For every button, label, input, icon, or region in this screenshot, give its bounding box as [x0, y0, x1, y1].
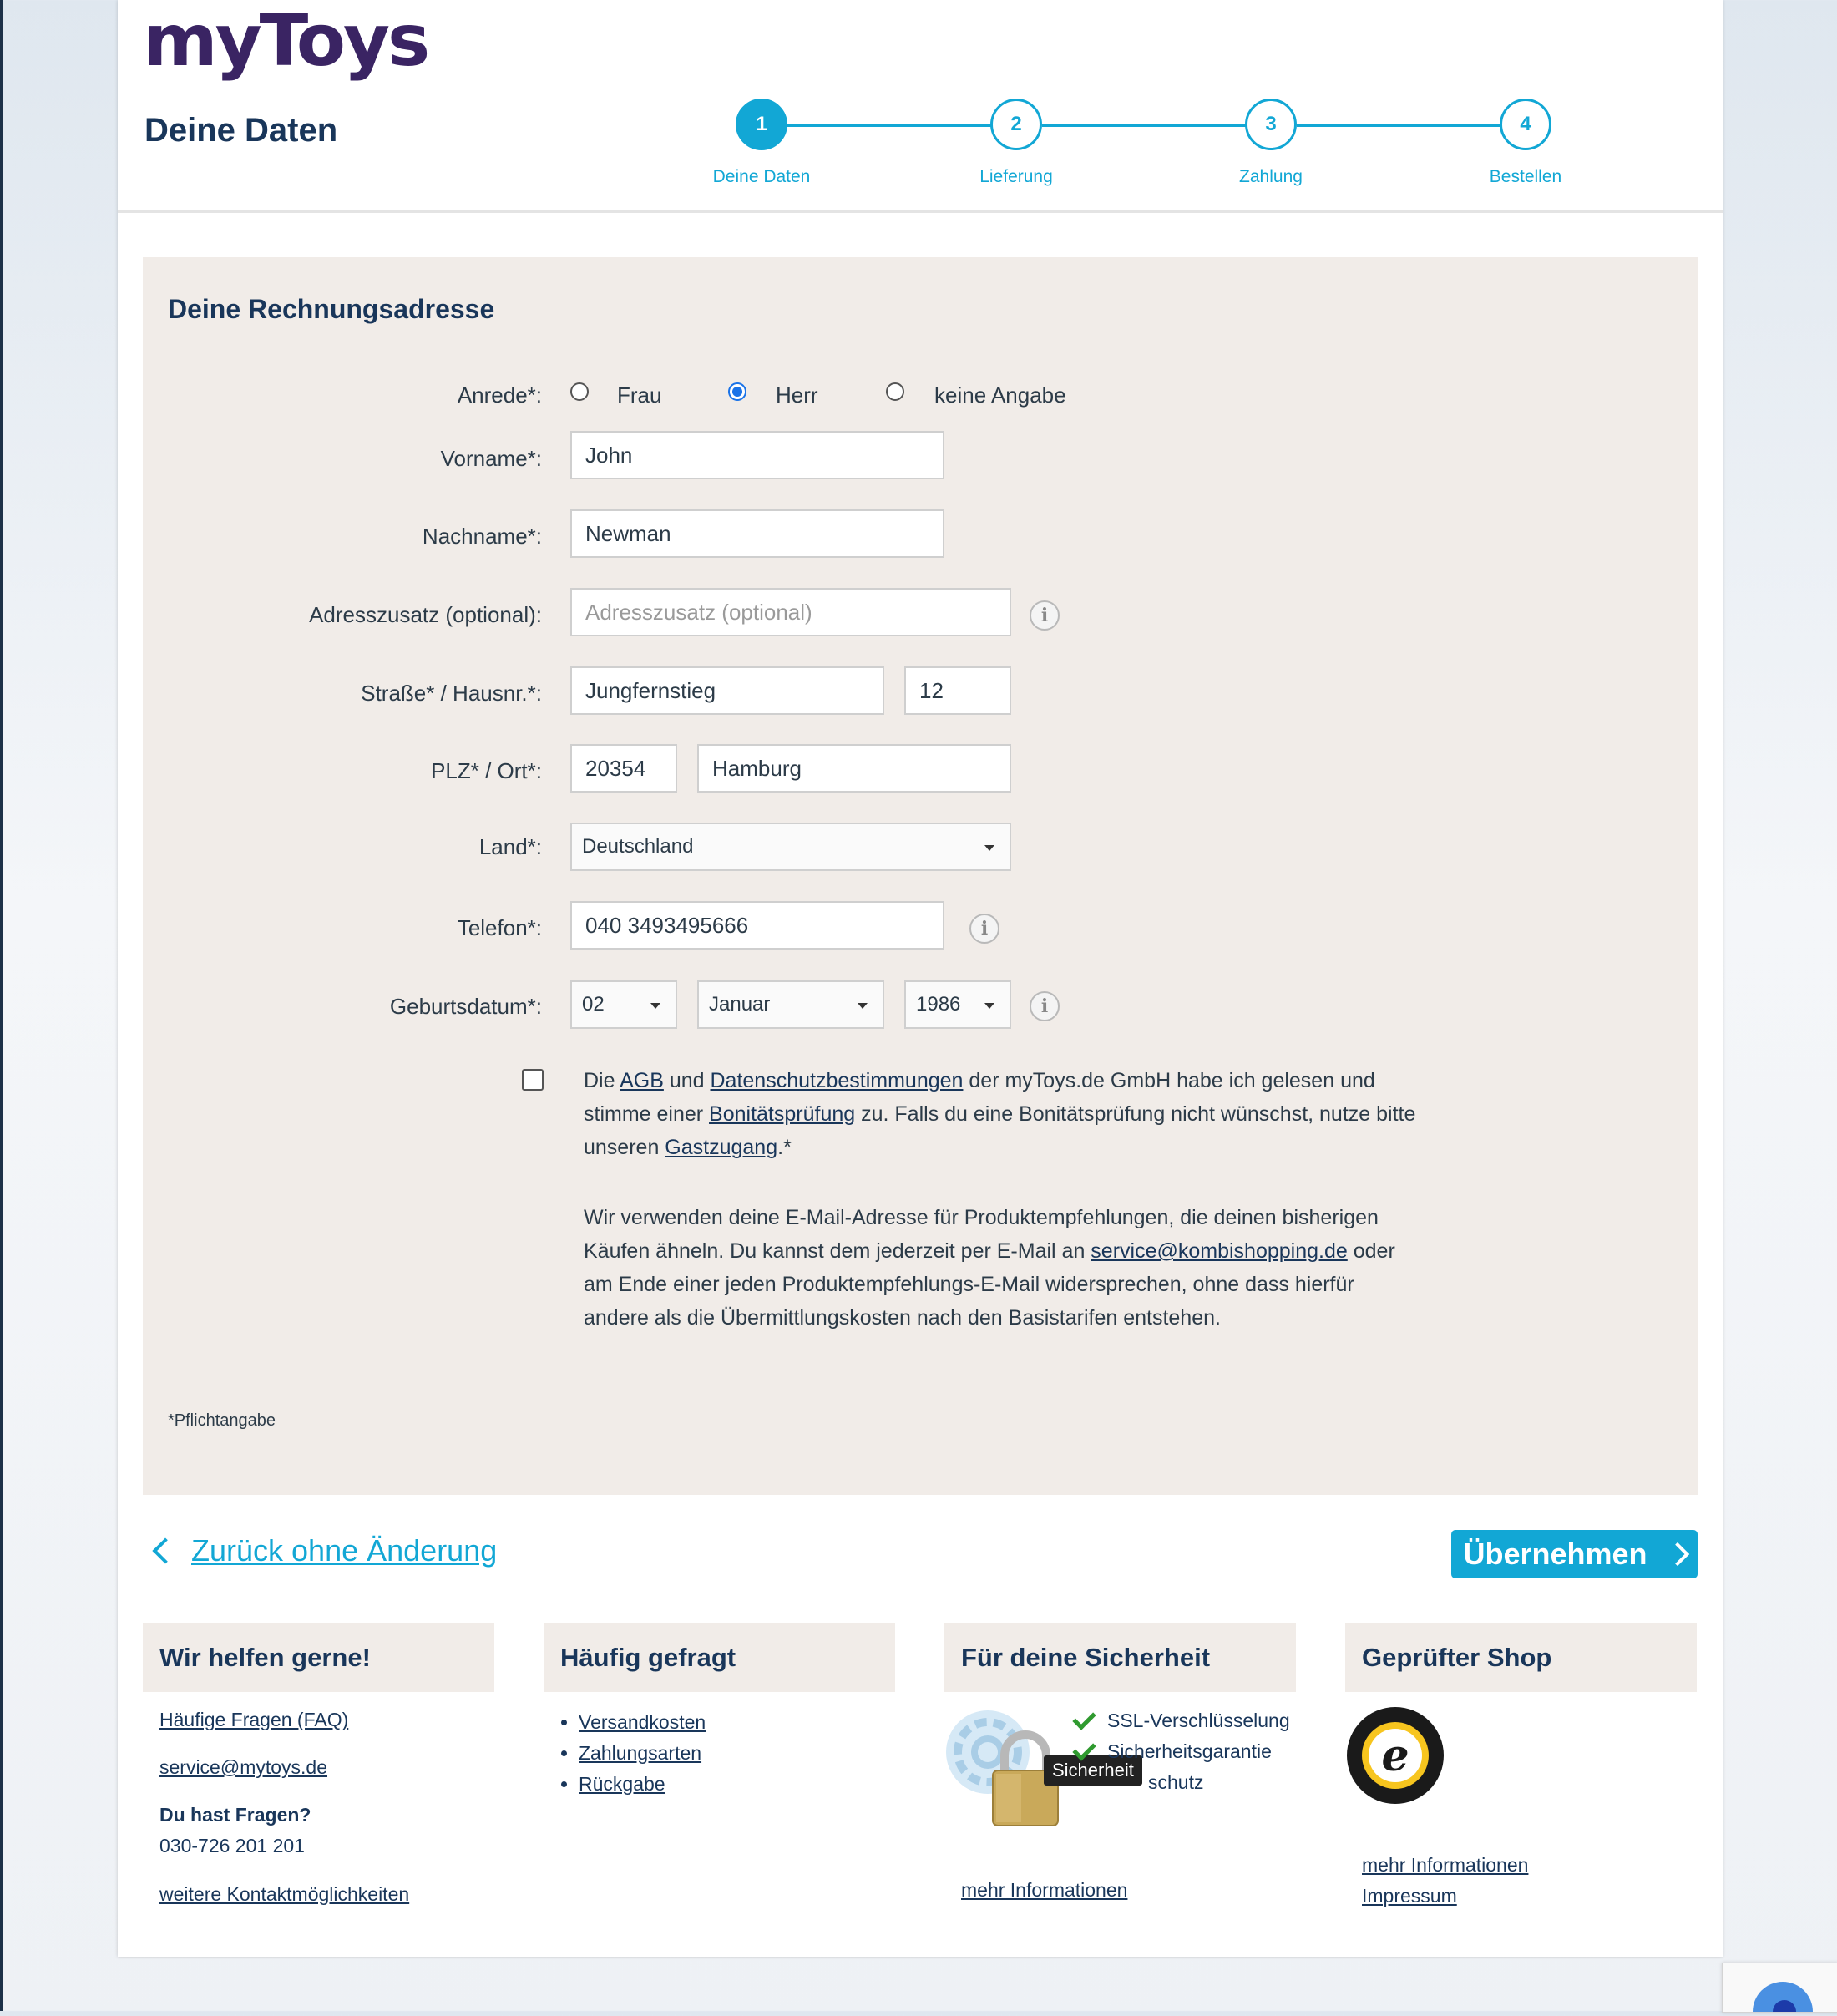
checkout-page	[118, 0, 1723, 1957]
strasse-label: Straße* / Hausnr.*:	[361, 681, 542, 706]
vorname-input[interactable]	[570, 431, 944, 479]
rueckgabe-link[interactable]: Rückgabe	[579, 1773, 665, 1795]
strasse-input[interactable]	[570, 666, 884, 715]
footer-help-title: Wir helfen gerne!	[143, 1623, 494, 1692]
consent-text	[584, 1064, 1419, 1164]
telefon-info-icon[interactable]: i	[969, 914, 999, 944]
radio-herr[interactable]	[728, 382, 746, 401]
submit-button[interactable]	[1451, 1530, 1698, 1578]
faq-link[interactable]: Häufige Fragen (FAQ)	[159, 1709, 349, 1730]
check-icon	[1072, 1737, 1096, 1760]
footer-security	[944, 1623, 1296, 1901]
window-edge	[0, 0, 3, 2011]
radio-keine-angabe[interactable]	[886, 382, 904, 401]
step-circle: 1	[736, 99, 787, 150]
trusted-shops-badge-icon[interactable]	[1345, 1705, 1445, 1806]
consent-text-part: und	[663, 1069, 711, 1092]
birth-year-select[interactable]	[904, 980, 1011, 1029]
step-label: Bestellen	[1489, 167, 1562, 186]
footer-security-title: Für deine Sicherheit	[944, 1623, 1296, 1692]
shop-more-link[interactable]: mehr Informationen	[1362, 1854, 1529, 1876]
help-phone: 030-726 201 201	[159, 1835, 305, 1856]
faq-list	[560, 1707, 706, 1800]
page-title: Deine Daten	[144, 112, 338, 149]
security-tooltip: Sicherheit	[1044, 1755, 1142, 1786]
chevron-right-icon	[1665, 1542, 1688, 1566]
step-circle: 3	[1245, 99, 1297, 150]
birth-month-value: Januar	[709, 993, 771, 1016]
help-question: Du hast Fragen?	[159, 1804, 311, 1826]
plz-input[interactable]	[570, 744, 677, 793]
security-item-label: SSL-Verschlüsselung	[1107, 1710, 1290, 1731]
chevron-down-icon	[984, 845, 994, 851]
radio-frau-label[interactable]: Frau	[617, 382, 662, 408]
email-notice-text	[584, 1201, 1419, 1335]
consent-text-part: Die	[584, 1069, 620, 1092]
step-label: Deine Daten	[712, 167, 811, 186]
chevron-down-icon	[650, 1003, 660, 1009]
step-connector	[1042, 124, 1246, 127]
birth-day-select[interactable]	[570, 980, 677, 1029]
plz-ort-label: PLZ* / Ort*:	[431, 758, 542, 783]
adresszusatz-info-icon[interactable]: i	[1030, 600, 1060, 631]
footer-shop-title: Geprüfter Shop	[1345, 1623, 1697, 1692]
step-circle: 2	[990, 99, 1042, 150]
chevron-down-icon	[984, 1003, 994, 1009]
back-link-label: Zurück ohne Änderung	[191, 1533, 498, 1568]
nachname-input[interactable]	[570, 509, 944, 558]
checkout-stepper	[712, 99, 1562, 199]
email-notice-part: Wir verwenden deine E-Mail-Adresse für Produktempfehlungen, die deinen bisherigen Käufen ähneln. Du kannst dem jederzeit per E-Mail an	[584, 1206, 1379, 1263]
footer-faq	[544, 1623, 895, 1795]
ort-input[interactable]	[697, 744, 1011, 793]
footer-faq-title: Häufig gefragt	[544, 1623, 895, 1692]
step-zahlung	[1239, 99, 1303, 186]
zahlungsarten-link[interactable]: Zahlungsarten	[579, 1742, 702, 1764]
svg-text:e: e	[1381, 1730, 1409, 1781]
radio-keine-angabe-label[interactable]: keine Angabe	[934, 382, 1066, 408]
datenschutz-link[interactable]: Datenschutzbestimmungen	[710, 1069, 964, 1092]
telefon-input[interactable]	[570, 901, 944, 950]
adresszusatz-label: Adresszusatz (optional):	[309, 602, 542, 627]
billing-address-form	[143, 257, 1698, 1495]
consent-text-part: der myToys.de GmbH habe ich gelesen und stimme einer	[584, 1069, 1375, 1126]
more-contact-link[interactable]: weitere Kontaktmöglichkeiten	[159, 1883, 410, 1905]
recaptcha-icon	[1723, 1963, 1837, 2012]
birth-year-value: 1986	[916, 993, 961, 1016]
header	[118, 0, 1723, 213]
service-email-link[interactable]: service@kombishopping.de	[1091, 1239, 1348, 1263]
step-label: Lieferung	[979, 167, 1053, 186]
radio-herr-label[interactable]: Herr	[776, 382, 818, 408]
anrede-label: Anrede*:	[457, 382, 542, 408]
step-deine-daten	[712, 99, 811, 186]
birth-month-select[interactable]	[697, 980, 884, 1029]
versandkosten-link[interactable]: Versandkosten	[579, 1711, 706, 1733]
birth-day-value: 02	[582, 993, 605, 1016]
step-lieferung	[979, 99, 1053, 186]
hausnummer-input[interactable]	[904, 666, 1011, 715]
adresszusatz-input[interactable]	[570, 588, 1011, 636]
mytoys-logo[interactable]: myToys	[143, 0, 428, 83]
consent-checkbox[interactable]	[522, 1069, 544, 1091]
step-connector	[787, 124, 991, 127]
footer-help	[143, 1623, 494, 1905]
consent-text-part: .*	[777, 1136, 792, 1159]
chevron-down-icon	[858, 1003, 868, 1009]
list-item	[579, 1707, 706, 1738]
help-email-link[interactable]: service@mytoys.de	[159, 1756, 328, 1778]
security-item	[1073, 1740, 1272, 1763]
security-item	[1148, 1771, 1203, 1794]
security-item-label: Sicherheitsgarantie	[1107, 1740, 1272, 1762]
chevron-left-icon	[152, 1537, 178, 1563]
security-item-label: schutz	[1148, 1771, 1204, 1793]
back-link[interactable]	[156, 1533, 497, 1568]
step-connector	[1297, 124, 1500, 127]
submit-button-label: Übernehmen	[1463, 1537, 1647, 1571]
form-title: Deine Rechnungsadresse	[168, 294, 495, 324]
telefon-label: Telefon*:	[457, 915, 542, 940]
list-item	[579, 1738, 706, 1769]
nachname-label: Nachname*:	[422, 524, 542, 549]
land-select-value: Deutschland	[582, 835, 694, 858]
check-icon	[1072, 1706, 1096, 1730]
step-circle: 4	[1500, 99, 1551, 150]
land-select[interactable]	[570, 823, 1011, 871]
email-notice-part: oder am Ende einer jeden Produktempfehlungs-E-Mail widersprechen, ohne dass hierfür andere als die Übermittlungskosten nach den Basistarifen entstehen.	[584, 1239, 1395, 1330]
security-item	[1073, 1710, 1290, 1732]
list-item	[579, 1769, 706, 1800]
geburtsdatum-info-icon[interactable]: i	[1030, 991, 1060, 1021]
required-note: *Pflichtangabe	[168, 1411, 276, 1430]
geburtsdatum-label: Geburtsdatum*:	[389, 994, 542, 1019]
land-label: Land*:	[478, 834, 542, 859]
footer-shop	[1345, 1623, 1697, 1907]
consent-text-part: zu. Falls du eine Bonitätsprüfung nicht wünschst, nutze bitte unseren	[584, 1102, 1416, 1159]
radio-frau[interactable]	[570, 382, 589, 401]
impressum-link[interactable]: Impressum	[1362, 1885, 1457, 1907]
security-more-link[interactable]: mehr Informationen	[961, 1879, 1128, 1901]
vorname-label: Vorname*:	[440, 446, 542, 471]
step-bestellen	[1489, 99, 1562, 186]
bonitaet-link[interactable]: Bonitätsprüfung	[709, 1102, 856, 1126]
gastzugang-link[interactable]: Gastzugang	[665, 1136, 778, 1159]
agb-link[interactable]: AGB	[620, 1069, 664, 1092]
step-label: Zahlung	[1239, 167, 1303, 186]
recaptcha-badge[interactable]	[1722, 1963, 1837, 2013]
